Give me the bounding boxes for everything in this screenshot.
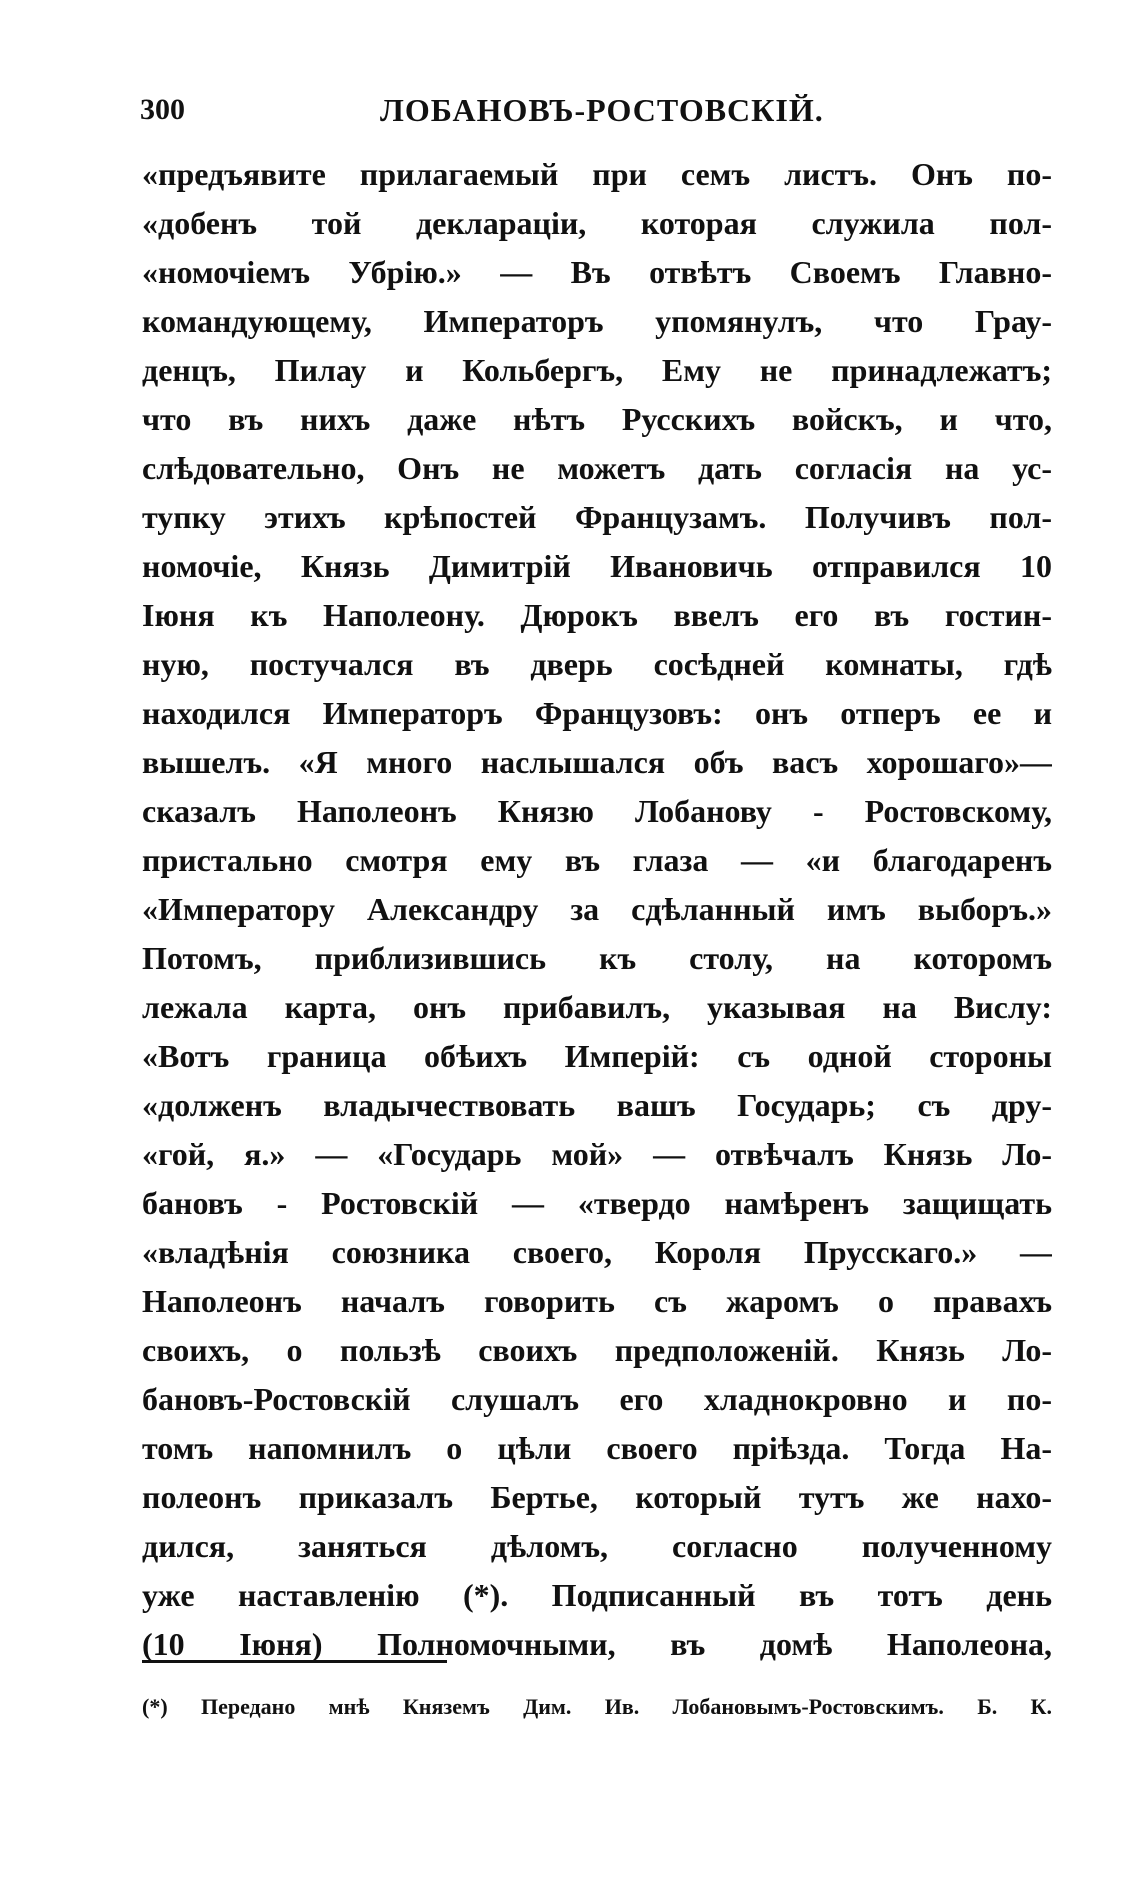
footnote-divider (142, 1660, 447, 1663)
running-title: ЛОБАНОВЪ-РОСТОВСКІЙ. (380, 92, 824, 128)
text-line: Потомъ, приблизившись къ столу, на которомъ (142, 940, 1052, 976)
text-line: слѣдовательно, Онъ не можетъ дать согласія на ус- (142, 450, 1052, 486)
text-line: номочіе, Князь Димитрій Ивановичь отправился 10 (142, 548, 1052, 584)
text-line: «предъявите прилагаемый при семъ листъ. Онъ по- (142, 156, 1052, 192)
text-line: командующему, Императоръ упомянулъ, что Грау- (142, 303, 1052, 339)
text-line: находился Императоръ Французовъ: онъ отперъ ее и (142, 695, 1052, 731)
text-line: «Вотъ граница обѣихъ Имперій: съ одной стороны (142, 1038, 1052, 1074)
text-line: «гой, я.» — «Государь мой» — отвѣчалъ Князь Ло- (142, 1136, 1052, 1172)
text-line: бановъ-Ростовскій слушалъ его хладнокровно и по- (142, 1381, 1052, 1417)
page-header (140, 88, 1055, 132)
text-line: бановъ - Ростовскій — «твердо намѣренъ защищать (142, 1185, 1052, 1221)
text-line: Іюня къ Наполеону. Дюрокъ ввелъ его въ гостин- (142, 597, 1052, 633)
text-line: «номочіемъ Убрію.» — Въ отвѣтъ Своемъ Главно- (142, 254, 1052, 290)
text-line: своихъ, о пользѣ своихъ предположеній. Князь Ло- (142, 1332, 1052, 1368)
page-number: 300 (140, 93, 185, 126)
text-line: (10 Іюня) Полномочными, въ домѣ Наполеона, (142, 1626, 1052, 1662)
footnote: (*) Передано мнѣ Княземъ Дим. Ив. Лобановымъ-Ростовскимъ. Б. К. (142, 1694, 1052, 1719)
text-line: томъ напомнилъ о цѣли своего пріѣзда. Тогда На- (142, 1430, 1052, 1466)
text-line: сказалъ Наполеонъ Князю Лобанову - Ростовскому, (142, 793, 1052, 829)
text-line: что въ нихъ даже нѣтъ Русскихъ войскъ, и что, (142, 401, 1052, 437)
text-line: денцъ, Пилау и Кольбергъ, Ему не принадлежатъ; (142, 352, 1052, 388)
text-line: тупку этихъ крѣпостей Французамъ. Получивъ пол- (142, 499, 1052, 535)
text-line: лежала карта, онъ прибавилъ, указывая на Вислу: (142, 989, 1052, 1025)
text-line: «Императору Александру за сдѣланный имъ выборъ.» (142, 891, 1052, 927)
text-line: дился, заняться дѣломъ, согласно полученному (142, 1528, 1052, 1564)
text-line: полеонъ приказалъ Бертье, который тутъ же нахо- (142, 1479, 1052, 1515)
body-text (142, 150, 1052, 1669)
text-line: Наполеонъ началъ говорить съ жаромъ о правахъ (142, 1283, 1052, 1319)
text-line: пристально смотря ему въ глаза — «и благодаренъ (142, 842, 1052, 878)
text-line: «владѣнія союзника своего, Короля Прусскаго.» — (142, 1234, 1052, 1270)
text-line: ную, постучался въ дверь сосѣдней комнаты, гдѣ (142, 646, 1052, 682)
text-line: «долженъ владычествовать вашъ Государь; съ дру- (142, 1087, 1052, 1123)
text-line: уже наставленію (*). Подписанный въ тотъ день (142, 1577, 1052, 1613)
text-line: «добенъ той деклараціи, которая служила пол- (142, 205, 1052, 241)
text-line: вышелъ. «Я много наслышался объ васъ хорошаго»— (142, 744, 1052, 780)
